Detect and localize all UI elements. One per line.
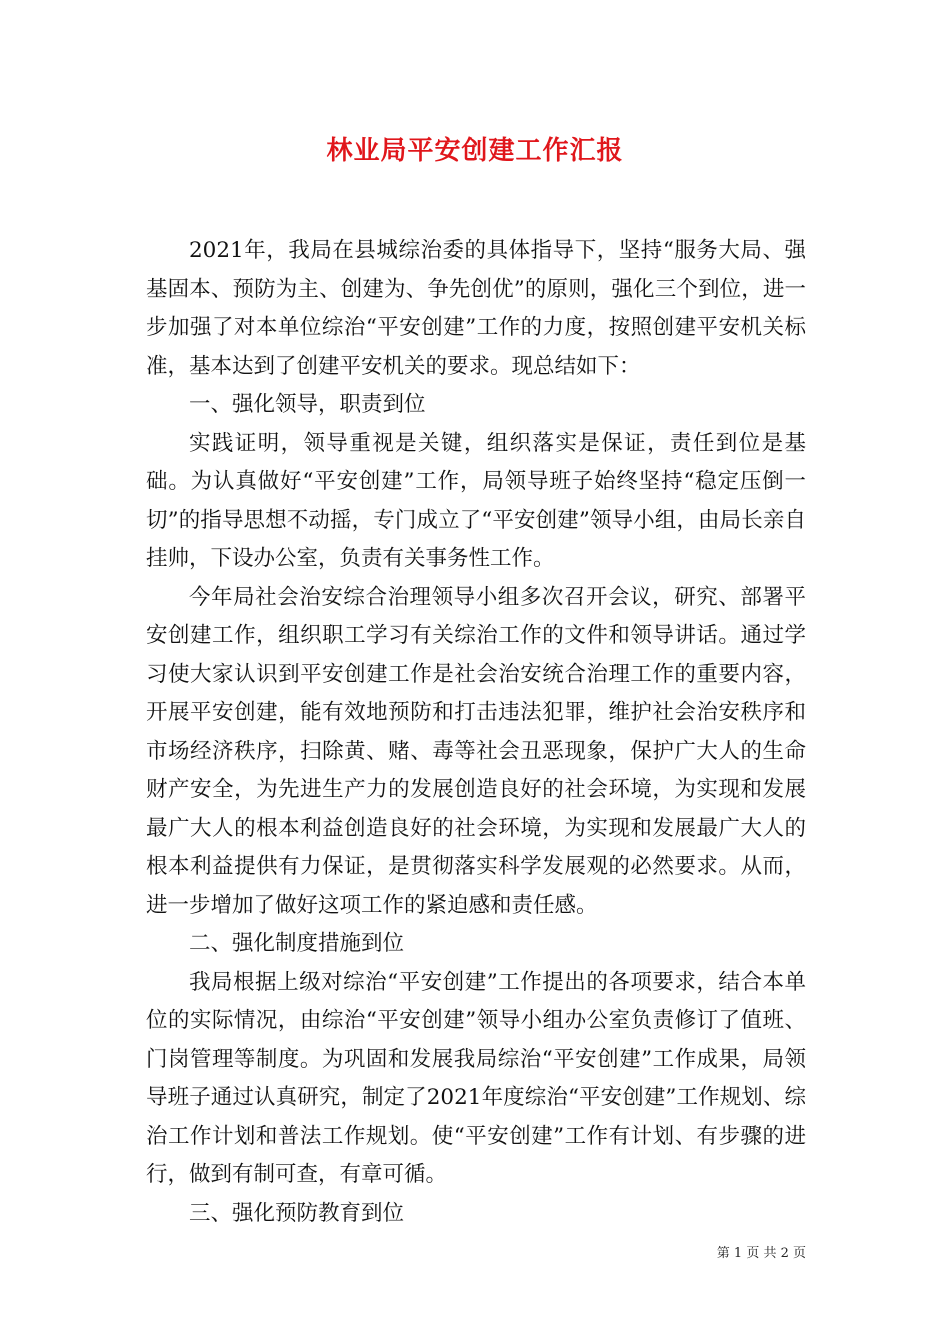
page-number-footer: 第 1 页 共 2 页 [716, 1246, 806, 1261]
paragraph-section-1-a: 实践证明，领导重视是关键，组织落实是保证，责任到位是基础。为认真做好“平安创建”工作，局领导班子始终坚持“稳定压倒一切”的指导思想不动摇，专门成立了“平安创建”领导小组，由局长亲自挂帅，下设办公室，负责有关事务性工作。 [146, 430, 806, 571]
paragraph-intro: 2021年，我局在县城综治委的具体指导下，坚持“服务大局、强基固本、预防为主、创建为、争先创优”的原则，强化三个到位，进一步加强了对本单位综治“平安创建”工作的力度，按照创建平安机关标准，基本达到了创建平安机关的要求。现总结如下： [146, 238, 806, 379]
document-body [146, 232, 806, 1233]
document-title: 林业局平安创建工作汇报 [326, 136, 624, 166]
section-heading-3: 三、强化预防教育到位 [189, 1200, 405, 1226]
paragraph-section-2: 我局根据上级对综治“平安创建”工作提出的各项要求，结合本单位的实际情况，由综治“平安创建”领导小组办公室负责修订了值班、门岗管理等制度。为巩固和发展我局综治“平安创建”工作成果，局领导班子通过认真研究，制定了2021年度综治“平安创建”工作规划、综治工作计划和普法工作规划。使“平安创建”工作有计划、有步骤的进行，做到有制可查，有章可循。 [146, 969, 806, 1187]
section-heading-2: 二、强化制度措施到位 [189, 931, 405, 956]
section-heading-1: 一、强化领导，职责到位 [189, 392, 426, 417]
paragraph-section-1-b: 今年局社会治安综合治理领导小组多次召开会议，研究、部署平安创建工作，组织职工学习有关综治工作的文件和领导讲话。通过学习使大家认识到平安创建工作是社会治安统合治理工作的重要内容，开展平安创建，能有效地预防和打击违法犯罪，维护社会治安秩序和市场经济秩序，扫除黄、赌、毒等社会丑恶现象，保护广大人的生命财产安全，为先进生产力的发展创造良好的社会环境，为实现和发展最广大人的根本利益创造良好的社会环境，为实现和发展最广大人的根本利益提供有力保证，是贯彻落实科学发展观的必然要求。从而，进一步增加了做好这项工作的紧迫感和责任感。 [146, 584, 806, 918]
